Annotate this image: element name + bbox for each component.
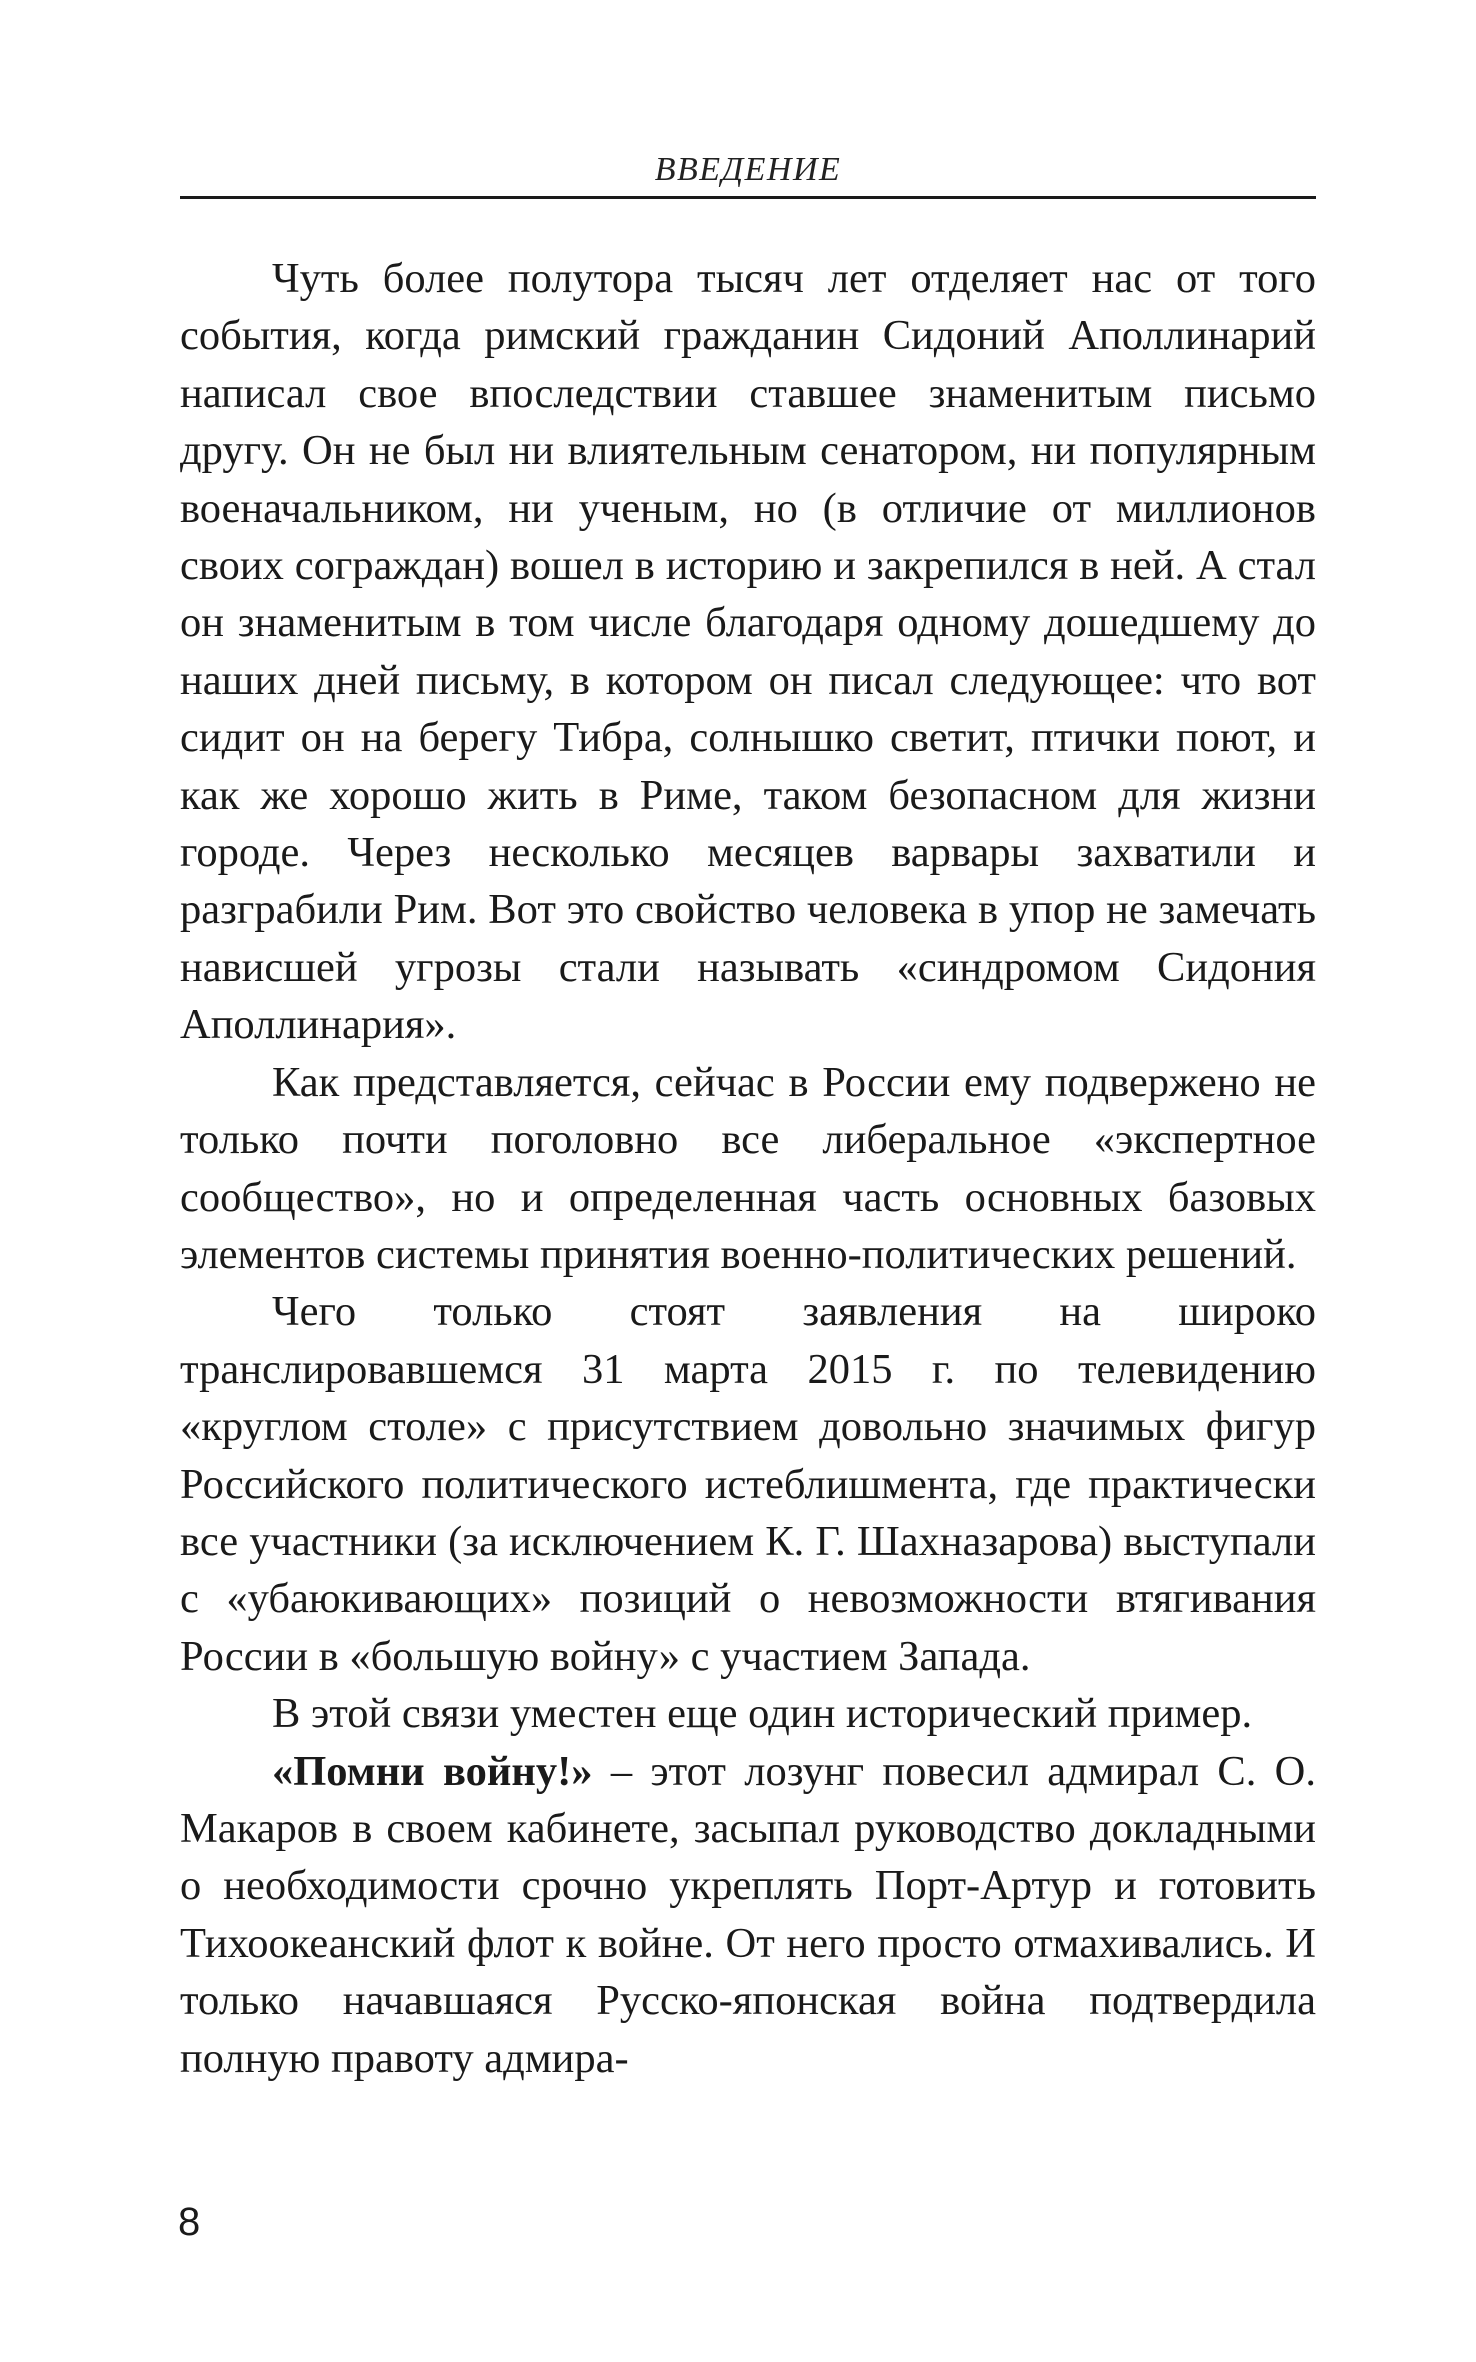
paragraph-1: Чуть более полутора тысяч лет отделяет нас от того события, когда римский гражданин Сидоний Аполлинарий написал свое впоследствии ставшее знаменитым письмо другу. Он не был ни влиятельным сенатором, ни популярным военачальником, ни ученым, но (в отличие от миллионов своих сограждан) вошел в историю и закрепился в ней. А стал он знаменитым в том числе благодаря одному дошедшему до наших дней письму, в котором он писал следующее: что вот сидит он на берегу Тибра, солнышко светит, птички поют, и как же хорошо жить в Риме, таком безопасном для жизни городе. Через несколько месяцев варвары захватили и разграбили Рим. Вот это свойство человека в упор не замечать нависшей угрозы стали называть «синдромом Сидония Аполлинария». (180, 255, 1316, 1049)
running-head-title: ВВЕДЕНИЕ (654, 151, 842, 188)
paragraph-3: Чего только стоят заявления на широко транслировавшемся 31 марта 2015 г. по телевидению «круглом столе» с присутствием довольно значимых фигур Российского политического истеблишмента, где практически все участники (за исключением К. Г. Шахназарова) выступали с «убаюкивающих» позиций о невозможности втягивания России в «большую войну» с участием Запада. (180, 1288, 1316, 1680)
header-rule (180, 196, 1316, 199)
paragraph-5 (180, 1743, 1316, 2087)
paragraph-5-text: – этот лозунг повесил адмирал С. О. Макаров в своем кабинете, засыпал руководство докладными о необходимости срочно укреплять Порт-Артур и готовить Тихоокеанский флот к войне. От него просто отмахивались. И только начавшаяся Русско-японская война подтвердила полную правоту адмира- (180, 1747, 1316, 2082)
bold-slogan: «Помни войну!» (272, 1747, 593, 1795)
body-text (180, 250, 1316, 2087)
paragraph-4: В этой связи уместен еще один исторический пример. (272, 1690, 1253, 1738)
page-number: 8 (178, 2200, 201, 2244)
paragraph-2: Как представляется, сейчас в России ему подвержено не только почти поголовно все либеральное «экспертное сообщество», но и определенная часть основных базовых элементов системы принятия военно-политических решений. (180, 1058, 1316, 1278)
